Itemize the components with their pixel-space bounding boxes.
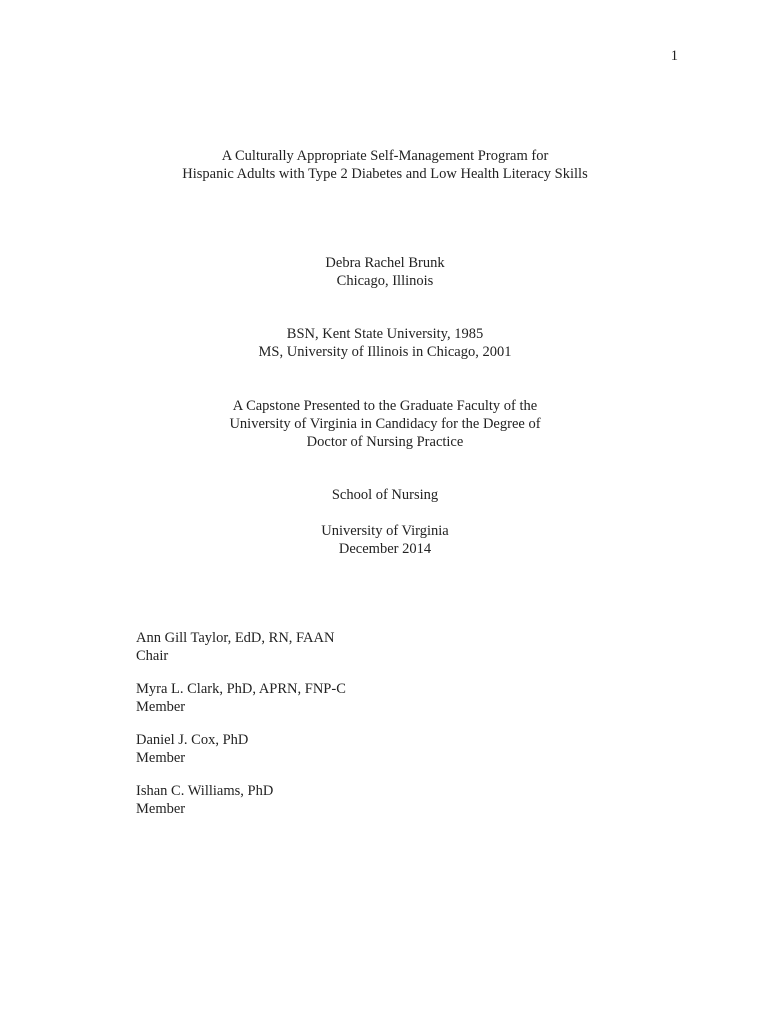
committee-member [136, 629, 346, 665]
page-number: 1 [670, 48, 678, 64]
title-line-2: Hispanic Adults with Type 2 Diabetes and Low Health Literacy Skills [182, 166, 588, 182]
author-block [0, 254, 770, 290]
capstone-line-3: Doctor of Nursing Practice [306, 434, 464, 450]
member-role: Member [136, 801, 186, 817]
member-name: Ann Gill Taylor, EdD, RN, FAAN [136, 630, 335, 646]
member-role: Member [136, 699, 186, 715]
submission-date: December 2014 [338, 541, 432, 557]
author-name: Debra Rachel Brunk [325, 255, 445, 271]
title-block [0, 147, 770, 183]
author-location: Chicago, Illinois [336, 273, 434, 289]
committee-member [136, 782, 346, 818]
member-name: Daniel J. Cox, PhD [136, 732, 249, 748]
member-name: Myra L. Clark, PhD, APRN, FNP-C [136, 681, 346, 697]
university-block [0, 522, 770, 558]
degree-bsn: BSN, Kent State University, 1985 [286, 326, 484, 342]
capstone-line-1: A Capstone Presented to the Graduate Faculty of the [232, 398, 538, 414]
degrees-block [0, 325, 770, 361]
capstone-statement [0, 397, 770, 451]
degree-ms: MS, University of Illinois in Chicago, 2001 [258, 344, 512, 360]
member-role: Member [136, 750, 186, 766]
committee-member [136, 731, 346, 767]
school-name: School of Nursing [331, 487, 439, 503]
university-name: University of Virginia [321, 523, 449, 539]
committee-member [136, 680, 346, 716]
member-name: Ishan C. Williams, PhD [136, 783, 274, 799]
member-role: Chair [136, 648, 169, 664]
capstone-line-2: University of Virginia in Candidacy for the Degree of [229, 416, 541, 432]
title-line-1: A Culturally Appropriate Self-Management Program for [221, 148, 549, 164]
committee-list [136, 629, 346, 833]
school-block [0, 486, 770, 504]
